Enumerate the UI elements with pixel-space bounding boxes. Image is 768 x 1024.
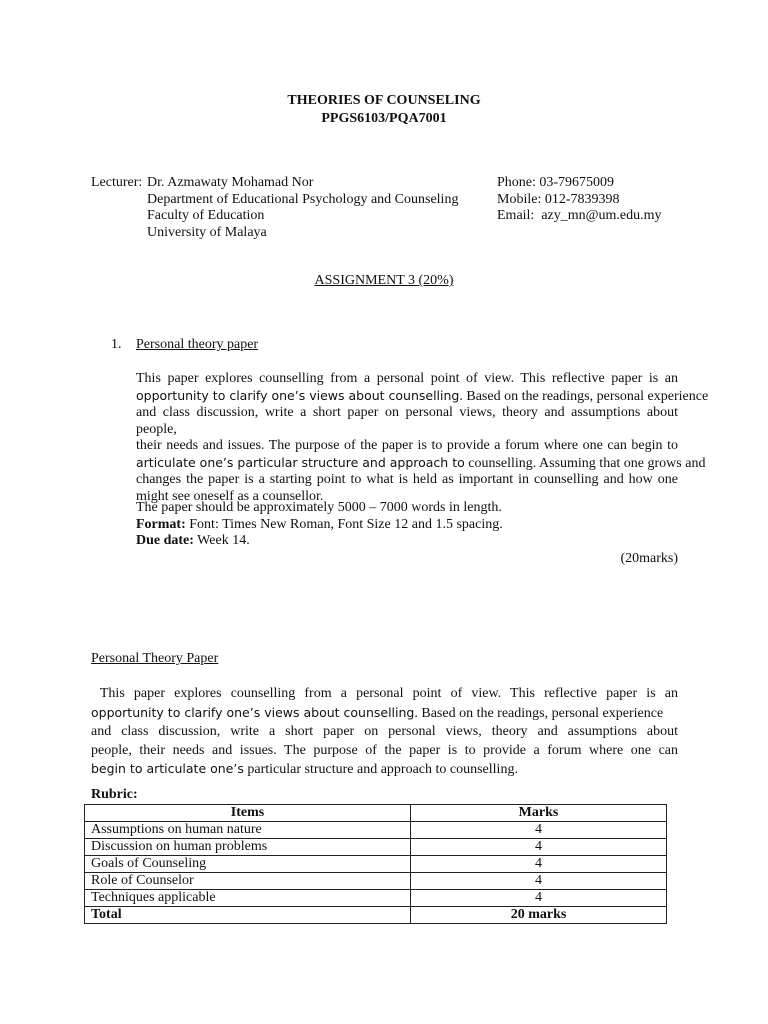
rubric-total-marks: 20 marks xyxy=(411,907,667,924)
contact-block xyxy=(497,175,662,225)
course-name: THEORIES OF COUNSELING xyxy=(287,93,481,108)
rubric-header-marks: Marks xyxy=(411,805,667,822)
p1-line-2 xyxy=(136,387,709,406)
table-row xyxy=(85,856,667,873)
paper-due xyxy=(136,533,503,550)
p1-line-7: might see oneself as a counsellor. xyxy=(136,488,324,504)
course-title xyxy=(0,92,768,128)
rubric-item: Assumptions on human nature xyxy=(85,822,411,839)
p2-line-1: This paper explores counselling from a personal point of view. This reflective paper is an xyxy=(91,686,678,701)
phone: Phone: 03-79675009 xyxy=(497,175,615,190)
rubric-header-row xyxy=(85,805,667,822)
item-title: Personal theory paper xyxy=(136,337,259,352)
due-value: Week 14. xyxy=(193,533,250,548)
p2-line-5a: begin to articulate one’s xyxy=(91,761,244,776)
rubric-header-items: Items xyxy=(85,805,411,822)
item-number: 1. xyxy=(111,337,122,352)
p1-line-5b: counselling. Assuming that one grows and xyxy=(464,455,706,471)
rubric-item: Techniques applicable xyxy=(85,890,411,907)
course-code: PPGS6103/PQA7001 xyxy=(321,111,447,126)
p1-line-5 xyxy=(136,454,706,473)
rubric-total-label: Total xyxy=(85,907,411,924)
p1-line-6: changes the paper is a starting point to what is held as important in counselling and how one xyxy=(136,472,678,487)
due-label: Due date: xyxy=(136,533,194,548)
rubric-label: Rubric: xyxy=(91,787,138,802)
section-2-heading: Personal Theory Paper xyxy=(91,651,219,666)
p2-line-2 xyxy=(91,704,678,724)
p2-line-5 xyxy=(91,760,678,780)
rubric-table xyxy=(84,804,667,924)
paper-length: The paper should be approximately 5000 – 7000 words in length. xyxy=(136,500,502,515)
rubric-mark: 4 xyxy=(411,890,667,907)
rubric-mark: 4 xyxy=(411,856,667,873)
paper-format xyxy=(136,517,503,534)
p2-line-5b: particular structure and approach to counselling. xyxy=(243,762,518,777)
email: Email: azy_mn@um.edu.my xyxy=(497,208,662,223)
p2-line-2a: opportunity to clarify one’s views about counselling xyxy=(91,704,415,720)
rubric-mark: 4 xyxy=(411,873,667,890)
table-row xyxy=(85,839,667,856)
p2-line-3: and class discussion, write a short paper on personal views, theory and assumptions about xyxy=(91,724,678,739)
p1-line-2b: . Based on the readings, personal experience xyxy=(459,388,709,404)
p1-line-4: their needs and issues. The purpose of the paper is to provide a forum where one can begin to xyxy=(136,438,678,453)
p1-line-1: This paper explores counselling from a personal point of view. This reflective paper is an xyxy=(136,371,678,386)
paper-details xyxy=(136,500,503,550)
lecturer-name: Dr. Azmawaty Mohamad Nor xyxy=(147,175,314,190)
rubric-item: Role of Counselor xyxy=(85,873,411,890)
p2-line-4: people, their needs and issues. The purpose of the paper is to provide a forum where one can xyxy=(91,742,678,758)
paragraph-1 xyxy=(136,371,709,505)
lecturer-block xyxy=(147,175,458,241)
mobile: Mobile: 012-7839398 xyxy=(497,191,620,207)
format-label: Format: xyxy=(136,516,186,532)
p2-line-2b: . Based on the readings, personal experience xyxy=(414,705,664,721)
rubric-item: Discussion on human problems xyxy=(85,839,411,856)
paragraph-2 xyxy=(91,685,678,780)
table-row xyxy=(85,890,667,907)
p1-line-2a: opportunity to clarify one’s views about counselling xyxy=(136,387,460,403)
lecturer-label: Lecturer: xyxy=(91,175,143,190)
p1-line-3: and class discussion, write a short paper on personal views, theory and assumptions about people, xyxy=(136,405,678,437)
table-row xyxy=(85,822,667,839)
format-value: Font: Times New Roman, Font Size 12 and 1.5 spacing. xyxy=(185,516,503,532)
rubric-total-row xyxy=(85,907,667,924)
assignment-heading: ASSIGNMENT 3 (20%) xyxy=(314,273,454,288)
lecturer-faculty: Faculty of Education xyxy=(147,208,265,223)
p1-line-5a: articulate one’s particular structure and approach to xyxy=(136,454,465,470)
rubric-item: Goals of Counseling xyxy=(85,856,411,873)
lecturer-department: Department of Educational Psychology and Counseling xyxy=(147,191,459,207)
rubric-mark: 4 xyxy=(411,822,667,839)
marks-total: (20marks) xyxy=(620,551,678,566)
rubric-mark: 4 xyxy=(411,839,667,856)
table-row xyxy=(85,873,667,890)
lecturer-university: University of Malaya xyxy=(147,224,267,240)
